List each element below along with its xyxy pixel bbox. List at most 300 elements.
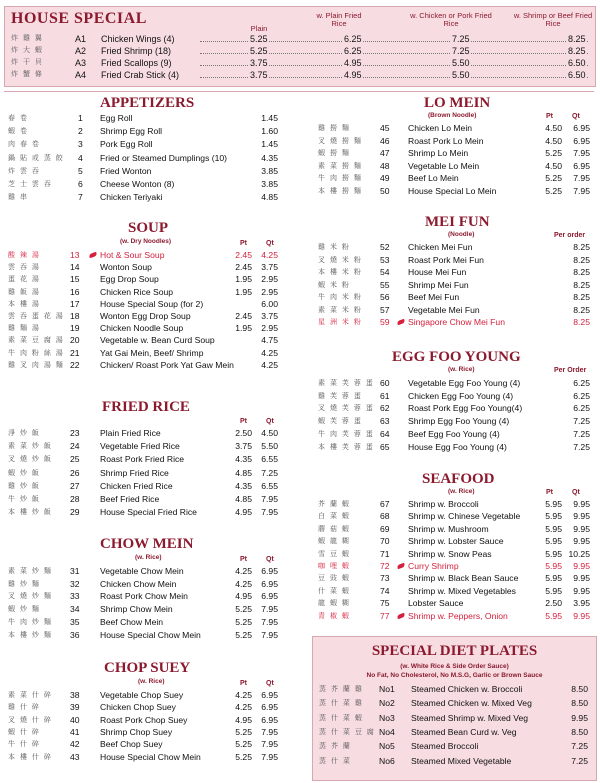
menu-row [8,192,280,203]
item-name: House Special Fried Rice [100,507,197,518]
egg-foo-young-subtitle: (w. Rice) [448,366,475,373]
item-chinese-name: 牛 肉 米 粉 [318,294,363,301]
item-code: 46 [380,135,390,146]
item-price: 6.25 [573,390,590,401]
item-chinese-name: 素 菜 撈 麵 [318,162,363,170]
item-name: House Egg Foo Young (4) [408,441,507,452]
item-chinese-name: 蝦 撈 麵 [318,150,351,157]
menu-row [8,428,280,439]
item-chinese-name: 叉 燒 炒 麵 [8,593,53,601]
item-code: No1 [379,684,395,694]
item-price: 7.25 [452,34,470,44]
item-price-pt: 4.95 [235,507,252,518]
item-chinese-name: 芥 蘭 蝦 [318,501,351,508]
item-price-qt: 9.95 [573,561,590,571]
item-chinese-name: 牛 肉 撈 麵 [318,175,363,182]
item-name: Shrimp Egg Roll [100,126,163,137]
egg-foo-young-title: EGG FOO YOUNG [392,349,521,365]
item-code: 2 [78,126,83,137]
house-special-row [5,45,595,57]
item-code: 64 [380,428,390,439]
menu-row [8,299,280,310]
item-name: Cheese Wonton (8) [100,179,175,189]
house-special-title: HOUSE SPECIAL [11,10,147,27]
item-price-qt: 9.95 [573,523,590,534]
menu-row [8,494,280,505]
item-chinese-name: 素 菜 炒 飯 [8,443,53,451]
item-name: Chicken Rice Soup [100,286,174,297]
item-chinese-name: 什 菜 蝦 [318,587,351,595]
item-chinese-name: 春 卷 [8,115,29,122]
item-code: 42 [70,739,80,750]
special-diet-row [319,684,590,695]
soup-col-qt: Qt [266,240,274,247]
item-name: Steamed Shrimp w. Mixed Veg [411,712,529,723]
menu-row [318,136,592,147]
item-price-qt: 6.95 [573,135,590,146]
item-name: Fried Crab Stick (4) [101,70,180,80]
item-code: 3 [78,139,83,150]
menu-row [318,429,592,440]
item-price: 3.75 [250,70,268,80]
item-chinese-name: 本 樓 湯 [8,300,41,308]
item-price-qt: 5.50 [261,441,278,452]
item-code: 68 [380,511,390,522]
item-code: 65 [380,441,390,452]
item-chinese-name: 本 樓 芙 蓉 蛋 [318,443,375,451]
mei-fun-subtitle: (Noodle) [448,231,475,238]
item-price: 8.25 [573,242,590,252]
item-price-pt: 4.25 [235,702,252,713]
item-name: Chicken Noodle Soup [100,323,184,334]
item-chinese-name: 蒸 芥 蘭 雞 [319,686,364,693]
item-price-pt: 2.50 [235,428,252,438]
item-price-pt: 4.25 [235,578,252,589]
item-price-qt: 7.95 [573,148,590,158]
item-name: Shrimp Fried Rice [100,467,169,478]
item-name: Beef Lo Mein [408,173,459,183]
lo-mein-subtitle: (Brown Noodle) [428,112,477,119]
item-name: Beef Egg Foo Young (4) [408,428,500,439]
item-price-pt: 5.95 [545,548,562,559]
item-price-pt: 4.50 [545,135,562,146]
chop-suey-col-pt: Pt [240,680,247,687]
item-price: 4.85 [261,192,278,203]
item-name: Shrimp w. Broccoli [408,499,479,509]
item-price: 7.25 [452,46,470,56]
menu-row [8,153,280,164]
item-chinese-name: 蒸 什 菜 蝦 [319,714,364,722]
item-chinese-name: 雞 什 碎 [8,704,41,712]
item-chinese-name: 蝦 卷 [8,128,29,136]
item-chinese-name: 蛋 花 湯 [8,276,41,284]
menu-row [318,549,592,560]
item-price-pt: 2.45 [235,262,252,273]
item-name: Fried Wonton [100,165,152,176]
item-price-pt: 5.25 [235,604,252,615]
menu-row [8,335,280,346]
item-code: 57 [380,304,390,315]
chili-pepper-icon [397,612,406,618]
item-name: Shrimp w. Snow Peas [408,548,492,559]
item-price-pt: 4.35 [235,454,252,465]
item-chinese-name: 本 樓 什 碎 [8,753,53,761]
item-chinese-name: 叉 燒 芙 蓉 蛋 [318,405,375,413]
item-name: Fried Scallops (9) [101,58,172,68]
item-name: Beef Chow Mein [100,616,164,627]
item-price-pt: 5.95 [545,511,562,522]
item-chinese-name: 白 菜 蝦 [318,513,351,521]
special-diet-title: SPECIAL DIET PLATES [371,643,538,659]
seafood-col-qt: Qt [572,489,580,496]
item-chinese-name: 蝦 炒 飯 [8,469,41,477]
item-price-qt: 10.25 [568,548,590,559]
item-chinese-name: 牛 肉 炒 麵 [8,618,53,626]
menu-row [8,441,280,452]
menu-row [318,378,592,389]
item-name: Roast Pork Chop Suey [100,714,188,725]
chili-pepper-icon [397,563,406,569]
item-code: 23 [70,428,80,438]
item-code: 45 [380,123,390,133]
menu-row [318,173,592,184]
item-code: 32 [70,578,80,589]
item-price-pt: 5.25 [235,739,252,750]
item-name: Plain Fried Rice [100,428,161,438]
item-code: 77 [380,610,390,621]
item-chinese-name: 蒸 什 菜 豆 腐 [319,728,376,736]
item-chinese-name: 牛 肉 粉 絲 湯 [8,349,65,357]
item-price-pt: 1.95 [235,286,252,297]
item-code: 31 [70,566,80,576]
seafood-subtitle: (w. Rice) [448,488,475,495]
item-code: 36 [70,629,80,640]
item-price: 8.50 [571,698,588,709]
item-price-pt: 5.25 [235,751,252,762]
item-code: No3 [379,712,395,723]
item-chinese-name: 本 樓 撈 麵 [318,187,363,195]
item-chinese-name: 素 菜 芙 蓉 蛋 [318,380,375,387]
item-chinese-name: 豆 豉 蝦 [318,575,351,583]
lo-mein-title: LO MEIN [424,95,491,111]
item-chinese-name: 鍋 貼 或 蒸 餃 [8,154,65,162]
item-code: 17 [70,298,80,309]
item-price: 8.25 [568,34,586,44]
menu-row [8,348,280,359]
menu-row [8,630,280,641]
menu-row [8,507,280,518]
item-price-qt: 6.95 [573,123,590,133]
item-name: Shrimp w. Lobster Sauce [408,536,504,547]
menu-row [8,715,280,726]
item-price-pt: 3.75 [235,441,252,452]
item-name: Beef Chop Suey [100,739,163,750]
item-code: A2 [75,46,87,56]
item-name: Beef Mei Fun [408,292,460,302]
item-name: Chicken Wings (4) [101,34,175,44]
menu-row [318,442,592,453]
item-price-pt: 5.25 [235,629,252,640]
item-price-qt: 2.95 [261,274,278,285]
item-code: 18 [70,311,80,321]
item-price: 8.25 [573,279,590,290]
item-chinese-name: 蝦 米 粉 [318,281,351,289]
item-code: A3 [75,58,87,68]
item-code: 71 [380,548,390,559]
item-code: 4 [78,152,83,163]
item-code: 6 [78,179,83,189]
item-price-qt: 7.95 [261,507,278,518]
fried-rice-col-qt: Qt [266,418,274,425]
item-price-qt: 6.55 [261,454,278,465]
item-code: 67 [380,499,390,509]
item-chinese-name: 酸 辣 湯 [8,252,41,259]
menu-row [318,611,592,622]
item-price-qt: 6.00 [261,298,278,309]
item-name: Fried or Steamed Dumplings (10) [100,152,228,163]
item-price-qt: 6.95 [261,566,278,576]
chow-mein-title: CHOW MEIN [100,536,194,552]
item-price-qt: 7.95 [261,629,278,640]
seafood-col-pt: Pt [546,489,553,496]
menu-row [8,454,280,465]
menu-row [318,255,592,266]
menu-row [318,123,592,134]
item-chinese-name: 叉 燒 什 碎 [8,716,53,724]
item-price-qt: 9.95 [573,499,590,509]
soup-col-pt: Pt [240,240,247,247]
item-name: Fried Shrimp (18) [101,46,172,56]
item-chinese-name: 叉 燒 撈 麵 [318,137,363,145]
menu-row [318,499,592,510]
menu-row [8,752,280,763]
item-chinese-name: 素 菜 豆 腐 湯 [8,337,65,345]
item-price: 7.25 [573,441,590,452]
menu-row [8,617,280,628]
item-name: Beef Fried Rice [100,494,160,504]
item-price-pt: 5.25 [545,185,562,196]
item-price-qt: 7.95 [261,604,278,615]
item-code: 39 [70,702,80,713]
item-code: 20 [70,335,80,346]
item-price-pt: 4.95 [235,591,252,602]
item-code: 28 [70,494,80,504]
item-code: 14 [70,262,80,273]
chili-pepper-icon [397,319,406,325]
item-chinese-name: 淨 炒 飯 [8,430,41,437]
item-price: 3.85 [261,165,278,176]
item-chinese-name: 雲 吞 湯 [8,264,41,272]
item-chinese-name: 蒸 什 菜 [319,757,352,765]
item-name: Wonton Egg Drop Soup [100,311,191,321]
item-chinese-name: 蒸 芥 蘭 [319,743,352,751]
item-code: 48 [380,160,390,171]
item-price-qt: 9.95 [573,573,590,584]
menu-row [8,566,280,577]
house-special-row [5,57,595,69]
menu-row [8,287,280,298]
item-code: 74 [380,585,390,596]
item-price-qt: 9.95 [573,511,590,522]
item-price-pt: 4.95 [235,714,252,725]
item-price-pt: 2.45 [235,311,252,321]
item-price-pt: 1.95 [235,274,252,285]
item-code: 61 [380,390,390,401]
item-code: 29 [70,507,80,518]
item-chinese-name: 雞 米 粉 [318,244,351,251]
item-price-pt: 5.95 [545,610,562,621]
item-name: Roast Pork Lo Mein [408,135,484,146]
item-code: 55 [380,279,390,290]
item-price: 7.25 [573,416,590,427]
item-price: 8.25 [573,267,590,277]
item-chinese-name: 雞 叉 肉 湯 麵 [8,361,65,369]
menu-row [318,317,592,328]
item-code: 43 [70,751,80,762]
item-code: 35 [70,616,80,627]
item-name: Steamed Bean Curd w. Veg [411,726,517,737]
menu-row [8,113,280,124]
menu-row [318,148,592,159]
item-price-qt: 7.95 [261,494,278,504]
item-price-pt: 5.95 [545,573,562,584]
menu-row [8,727,280,738]
item-price-qt: 6.95 [573,160,590,171]
item-code: 21 [70,347,80,358]
item-chinese-name: 本 樓 炒 飯 [8,509,53,517]
fried-rice-title: FRIED RICE [102,399,190,415]
item-price: 6.25 [573,378,590,388]
chow-mein-col-pt: Pt [240,556,247,563]
item-name: Roast Pork Chow Mein [100,591,188,602]
item-price: 1.60 [261,126,278,137]
item-price: 8.25 [573,317,590,327]
item-code: 16 [70,286,80,297]
item-code: A4 [75,70,87,80]
item-code: 59 [380,317,390,327]
item-price: 8.50 [571,684,588,694]
item-price-pt: 5.95 [545,585,562,596]
item-name: Chicken Mei Fun [408,242,473,252]
item-code: 53 [380,254,390,265]
item-price-pt: 4.85 [235,467,252,478]
item-name: Chicken Chop Suey [100,702,176,713]
item-price: 3.85 [261,179,278,189]
item-price-pt: 4.50 [545,123,562,133]
item-price: 3.75 [250,58,268,68]
item-price-qt: 6.95 [261,591,278,602]
item-name: Shrimp w. Mushroom [408,523,489,534]
item-chinese-name: 蝦 芙 蓉 蛋 [318,418,363,426]
item-code: 34 [70,604,80,615]
item-code: No4 [379,726,395,737]
item-code: 40 [70,714,80,725]
item-price: 7.25 [571,741,588,752]
item-name: House Special Soup (for 2) [100,298,204,309]
chili-pepper-icon [89,252,98,258]
item-chinese-name: 星 洲 米 粉 [318,319,363,326]
item-code: 13 [70,250,80,260]
menu-row [318,524,592,535]
item-code: 15 [70,274,80,285]
item-price: 1.45 [261,113,278,123]
item-name: Lobster Sauce [408,598,464,609]
item-price-pt: 2.45 [235,250,252,260]
item-price-pt: 4.25 [235,690,252,700]
item-name: House Mei Fun [408,267,467,277]
item-price: 7.25 [573,428,590,439]
item-name: Vegetable Chop Suey [100,690,184,700]
menu-row [8,262,280,273]
menu-row [318,242,592,253]
item-code: 27 [70,480,80,491]
menu-row [318,391,592,402]
item-chinese-name: 芝 士 雲 吞 [8,181,53,188]
appetizers-title: APPETIZERS [100,95,195,111]
item-price-qt: 4.25 [261,250,278,260]
item-code: 19 [70,323,80,334]
item-price: 8.25 [568,46,586,56]
item-chinese-name: 炸 大 蝦 [11,47,44,54]
item-price: 4.35 [261,152,278,163]
item-name: Shrimp Chop Suey [100,726,173,737]
menu-row [318,305,592,316]
item-name: Steamed Broccoli [411,741,479,752]
item-price-qt: 6.95 [261,578,278,589]
chow-mein-subtitle: (w. Rice) [135,554,162,561]
item-price-qt: 9.95 [573,536,590,547]
item-name: Shrimp Egg Foo Young (4) [408,416,510,427]
item-price-pt: 4.35 [235,480,252,491]
item-price: 5.50 [452,58,470,68]
menu-row [318,598,592,609]
item-price-pt: 5.25 [235,616,252,627]
item-name: Shrimp Mei Fun [408,279,469,290]
item-price: 6.50 [568,58,586,68]
item-price: 6.25 [573,403,590,414]
special-diet-row [319,741,590,752]
menu-row [8,126,280,137]
item-price-qt: 6.95 [261,714,278,725]
item-price-qt: 3.75 [261,311,278,321]
menu-row [8,250,280,261]
item-chinese-name: 蝦 炒 麵 [8,606,41,614]
item-price-qt: 9.95 [573,610,590,621]
menu-row [8,739,280,750]
fried-rice-col-pt: Pt [240,418,247,425]
item-name: Vegetable Chow Mein [100,566,184,576]
item-price-qt: 4.75 [261,335,278,346]
item-price: 5.25 [250,46,268,56]
item-name: Chicken/ Roast Pork Yat Gaw Mein [100,359,234,370]
menu-row [8,468,280,479]
item-chinese-name: 炸 蟹 條 [11,71,44,78]
hs-header-plain-fried-rice: w. Plain Fried Rice [316,11,362,28]
item-chinese-name: 雞 撈 麵 [318,125,351,132]
item-price-pt: 4.85 [235,494,252,504]
item-price-pt: 5.95 [545,561,562,571]
item-code: 25 [70,454,80,465]
item-code: 75 [380,598,390,609]
item-code: 50 [380,185,390,196]
house-special-row [5,69,595,81]
item-price-qt: 7.95 [261,739,278,750]
item-price: 5.25 [250,34,268,44]
item-price-qt: 3.95 [573,598,590,609]
item-chinese-name: 叉 燒 炒 飯 [8,456,53,464]
item-code: 70 [380,536,390,547]
special-diet-row [319,727,590,738]
